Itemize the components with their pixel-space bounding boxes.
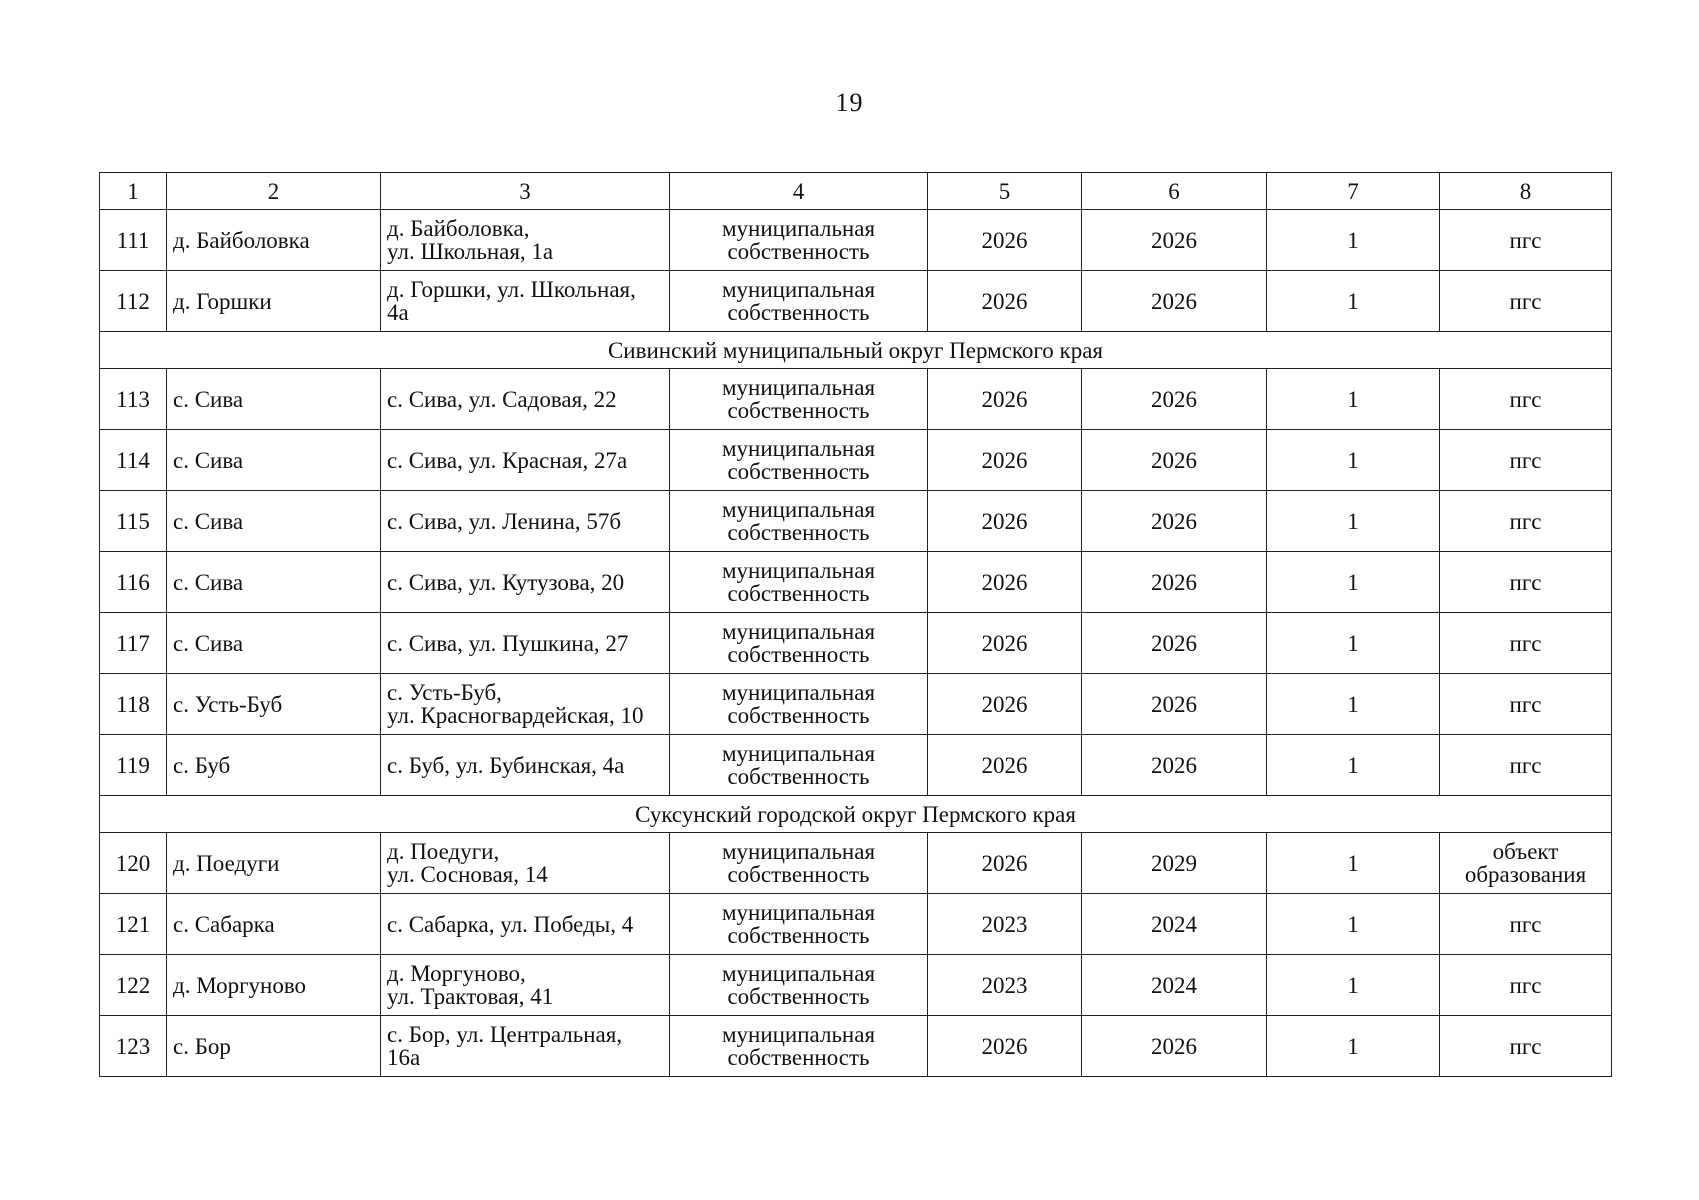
- count-cell: 1: [1267, 674, 1440, 735]
- row-number: 111: [100, 210, 167, 271]
- object-type-cell-line: пгс: [1509, 1033, 1542, 1059]
- count-cell: 1: [1267, 210, 1440, 271]
- object-type-cell: [1440, 955, 1612, 1016]
- table-row: [100, 613, 1612, 674]
- settlement-cell: с. Сива: [167, 613, 381, 674]
- ownership-cell-line: муниципальная: [721, 497, 876, 522]
- address-cell: [381, 271, 670, 332]
- start-year-cell: 2026: [928, 430, 1082, 491]
- ownership-cell-line: муниципальная: [721, 961, 876, 986]
- object-type-cell-line: объект: [1492, 839, 1559, 864]
- objects-table: [99, 172, 1612, 1077]
- address-cell-line: с. Буб, ул. Бубинская, 4а: [387, 752, 625, 778]
- object-type-cell-line: пгс: [1509, 630, 1542, 656]
- end-year-cell: 2026: [1082, 210, 1267, 271]
- count-cell: 1: [1267, 369, 1440, 430]
- ownership-cell-line: муниципальная: [721, 900, 876, 925]
- address-cell: [381, 613, 670, 674]
- address-cell: [381, 369, 670, 430]
- table-row: [100, 552, 1612, 613]
- start-year-cell: 2023: [928, 894, 1082, 955]
- ownership-cell-line: муниципальная: [721, 436, 876, 461]
- section-row: [100, 332, 1612, 369]
- end-year-cell: 2029: [1082, 833, 1267, 894]
- row-number: 114: [100, 430, 167, 491]
- count-cell: 1: [1267, 955, 1440, 1016]
- section-row: [100, 796, 1612, 833]
- table-row: [100, 735, 1612, 796]
- object-type-cell: [1440, 552, 1612, 613]
- ownership-cell-line: собственность: [727, 581, 870, 606]
- object-type-cell: [1440, 369, 1612, 430]
- column-number: 6: [1082, 173, 1267, 210]
- row-number: 119: [100, 735, 167, 796]
- table-row: [100, 210, 1612, 271]
- ownership-cell: [670, 735, 928, 796]
- ownership-cell-line: собственность: [727, 1045, 870, 1070]
- table-row: [100, 491, 1612, 552]
- object-type-cell-line: пгс: [1509, 691, 1542, 717]
- table-row: [100, 1016, 1612, 1077]
- ownership-cell-line: собственность: [727, 520, 870, 545]
- ownership-cell-line: собственность: [727, 642, 870, 667]
- section-title: Суксунский городской округ Пермского края: [100, 796, 1612, 833]
- table-row: [100, 894, 1612, 955]
- ownership-cell-line: муниципальная: [721, 680, 876, 705]
- ownership-cell-line: муниципальная: [721, 839, 876, 864]
- start-year-cell: 2023: [928, 955, 1082, 1016]
- address-cell-line: ул. Школьная, 1а: [387, 239, 554, 264]
- object-type-cell-line: пгс: [1509, 447, 1542, 473]
- address-cell: [381, 430, 670, 491]
- column-number: 1: [100, 173, 167, 210]
- ownership-cell: [670, 210, 928, 271]
- settlement-cell: д. Байболовка: [167, 210, 381, 271]
- address-cell: [381, 552, 670, 613]
- end-year-cell: 2026: [1082, 271, 1267, 332]
- end-year-cell: 2026: [1082, 735, 1267, 796]
- start-year-cell: 2026: [928, 674, 1082, 735]
- column-number: 8: [1440, 173, 1612, 210]
- row-number: 123: [100, 1016, 167, 1077]
- ownership-cell-line: собственность: [727, 703, 870, 728]
- settlement-cell: с. Буб: [167, 735, 381, 796]
- ownership-cell: [670, 430, 928, 491]
- object-type-cell: [1440, 833, 1612, 894]
- section-title: Сивинский муниципальный округ Пермского края: [100, 332, 1612, 369]
- address-cell: [381, 674, 670, 735]
- ownership-cell: [670, 552, 928, 613]
- object-type-cell-line: пгс: [1509, 752, 1542, 778]
- settlement-cell: с. Усть-Буб: [167, 674, 381, 735]
- address-cell: [381, 1016, 670, 1077]
- row-number: 112: [100, 271, 167, 332]
- address-cell-line: с. Сива, ул. Ленина, 57б: [387, 508, 622, 534]
- start-year-cell: 2026: [928, 552, 1082, 613]
- count-cell: 1: [1267, 1016, 1440, 1077]
- table-row: [100, 955, 1612, 1016]
- ownership-cell-line: собственность: [727, 862, 870, 887]
- ownership-cell-line: собственность: [727, 764, 870, 789]
- object-type-cell: [1440, 210, 1612, 271]
- address-cell-line: д. Поедуги,: [387, 839, 500, 864]
- ownership-cell-line: собственность: [727, 459, 870, 484]
- object-type-cell: [1440, 674, 1612, 735]
- table-row: [100, 833, 1612, 894]
- object-type-cell: [1440, 735, 1612, 796]
- ownership-cell: [670, 1016, 928, 1077]
- settlement-cell: с. Сабарка: [167, 894, 381, 955]
- ownership-cell-line: муниципальная: [721, 277, 876, 302]
- address-cell-line: ул. Трактовая, 41: [387, 984, 554, 1009]
- row-number: 116: [100, 552, 167, 613]
- settlement-cell: д. Горшки: [167, 271, 381, 332]
- address-cell-line: 16а: [387, 1045, 421, 1070]
- row-number: 118: [100, 674, 167, 735]
- ownership-cell: [670, 674, 928, 735]
- address-cell-line: с. Сива, ул. Пушкина, 27: [387, 630, 629, 656]
- row-number: 121: [100, 894, 167, 955]
- start-year-cell: 2026: [928, 613, 1082, 674]
- count-cell: 1: [1267, 735, 1440, 796]
- start-year-cell: 2026: [928, 833, 1082, 894]
- ownership-cell: [670, 955, 928, 1016]
- ownership-cell-line: собственность: [727, 984, 870, 1009]
- object-type-cell-line: пгс: [1509, 288, 1542, 314]
- end-year-cell: 2024: [1082, 955, 1267, 1016]
- ownership-cell-line: муниципальная: [721, 216, 876, 241]
- end-year-cell: 2024: [1082, 894, 1267, 955]
- page-number: 19: [835, 88, 864, 117]
- count-cell: 1: [1267, 271, 1440, 332]
- settlement-cell: с. Сива: [167, 491, 381, 552]
- address-cell: [381, 894, 670, 955]
- row-number: 117: [100, 613, 167, 674]
- address-cell-line: ул. Сосновая, 14: [387, 862, 548, 887]
- ownership-cell: [670, 894, 928, 955]
- object-type-cell-line: пгс: [1509, 972, 1542, 998]
- count-cell: 1: [1267, 552, 1440, 613]
- ownership-cell-line: муниципальная: [721, 741, 876, 766]
- start-year-cell: 2026: [928, 1016, 1082, 1077]
- address-cell: [381, 210, 670, 271]
- ownership-cell-line: муниципальная: [721, 1022, 876, 1047]
- end-year-cell: 2026: [1082, 674, 1267, 735]
- table-row: [100, 674, 1612, 735]
- settlement-cell: д. Поедуги: [167, 833, 381, 894]
- address-cell-line: с. Бор, ул. Центральная,: [387, 1022, 623, 1047]
- table-body: [100, 173, 1612, 1077]
- end-year-cell: 2026: [1082, 369, 1267, 430]
- column-number: 2: [167, 173, 381, 210]
- settlement-cell: с. Бор: [167, 1016, 381, 1077]
- object-type-cell: [1440, 271, 1612, 332]
- address-cell: [381, 955, 670, 1016]
- start-year-cell: 2026: [928, 735, 1082, 796]
- object-type-cell-line: пгс: [1509, 569, 1542, 595]
- count-cell: 1: [1267, 833, 1440, 894]
- row-number: 113: [100, 369, 167, 430]
- object-type-cell: [1440, 894, 1612, 955]
- ownership-cell: [670, 271, 928, 332]
- ownership-cell: [670, 833, 928, 894]
- object-type-cell: [1440, 491, 1612, 552]
- ownership-cell-line: муниципальная: [721, 619, 876, 644]
- address-cell-line: с. Усть-Буб,: [387, 680, 502, 705]
- ownership-cell: [670, 369, 928, 430]
- column-number: 7: [1267, 173, 1440, 210]
- ownership-cell-line: собственность: [727, 923, 870, 948]
- row-number: 115: [100, 491, 167, 552]
- ownership-cell: [670, 613, 928, 674]
- end-year-cell: 2026: [1082, 613, 1267, 674]
- settlement-cell: с. Сива: [167, 369, 381, 430]
- ownership-cell-line: муниципальная: [721, 375, 876, 400]
- row-number: 120: [100, 833, 167, 894]
- count-cell: 1: [1267, 613, 1440, 674]
- address-cell-line: д. Горшки, ул. Школьная,: [387, 277, 636, 302]
- address-cell-line: 4а: [387, 300, 409, 325]
- column-number: 3: [381, 173, 670, 210]
- table-row: [100, 430, 1612, 491]
- object-type-cell: [1440, 613, 1612, 674]
- end-year-cell: 2026: [1082, 1016, 1267, 1077]
- object-type-cell-line: образования: [1464, 862, 1587, 887]
- address-cell-line: д. Байболовка,: [387, 216, 530, 241]
- start-year-cell: 2026: [928, 210, 1082, 271]
- start-year-cell: 2026: [928, 271, 1082, 332]
- column-number: 4: [670, 173, 928, 210]
- object-type-cell-line: пгс: [1509, 508, 1542, 534]
- address-cell-line: д. Моргуново,: [387, 961, 526, 986]
- start-year-cell: 2026: [928, 369, 1082, 430]
- row-number: 122: [100, 955, 167, 1016]
- settlement-cell: с. Сива: [167, 552, 381, 613]
- address-cell: [381, 833, 670, 894]
- count-cell: 1: [1267, 491, 1440, 552]
- end-year-cell: 2026: [1082, 552, 1267, 613]
- count-cell: 1: [1267, 894, 1440, 955]
- object-type-cell: [1440, 1016, 1612, 1077]
- end-year-cell: 2026: [1082, 430, 1267, 491]
- address-cell-line: с. Сива, ул. Садовая, 22: [387, 386, 617, 412]
- count-cell: 1: [1267, 430, 1440, 491]
- address-cell-line: с. Сива, ул. Кутузова, 20: [387, 569, 625, 595]
- ownership-cell-line: муниципальная: [721, 558, 876, 583]
- address-cell-line: с. Сива, ул. Красная, 27а: [387, 447, 628, 473]
- ownership-cell-line: собственность: [727, 398, 870, 423]
- ownership-cell-line: собственность: [727, 239, 870, 264]
- object-type-cell-line: пгс: [1509, 227, 1542, 253]
- object-type-cell-line: пгс: [1509, 386, 1542, 412]
- table-row: [100, 369, 1612, 430]
- end-year-cell: 2026: [1082, 491, 1267, 552]
- ownership-cell-line: собственность: [727, 300, 870, 325]
- ownership-cell: [670, 491, 928, 552]
- column-number-row: [100, 173, 1612, 210]
- address-cell: [381, 735, 670, 796]
- start-year-cell: 2026: [928, 491, 1082, 552]
- settlement-cell: с. Сива: [167, 430, 381, 491]
- column-number: 5: [928, 173, 1082, 210]
- address-cell: [381, 491, 670, 552]
- table-row: [100, 271, 1612, 332]
- object-type-cell-line: пгс: [1509, 911, 1542, 937]
- object-type-cell: [1440, 430, 1612, 491]
- settlement-cell: д. Моргуново: [167, 955, 381, 1016]
- address-cell-line: с. Сабарка, ул. Победы, 4: [387, 911, 634, 937]
- address-cell-line: ул. Красногвардейская, 10: [387, 703, 644, 728]
